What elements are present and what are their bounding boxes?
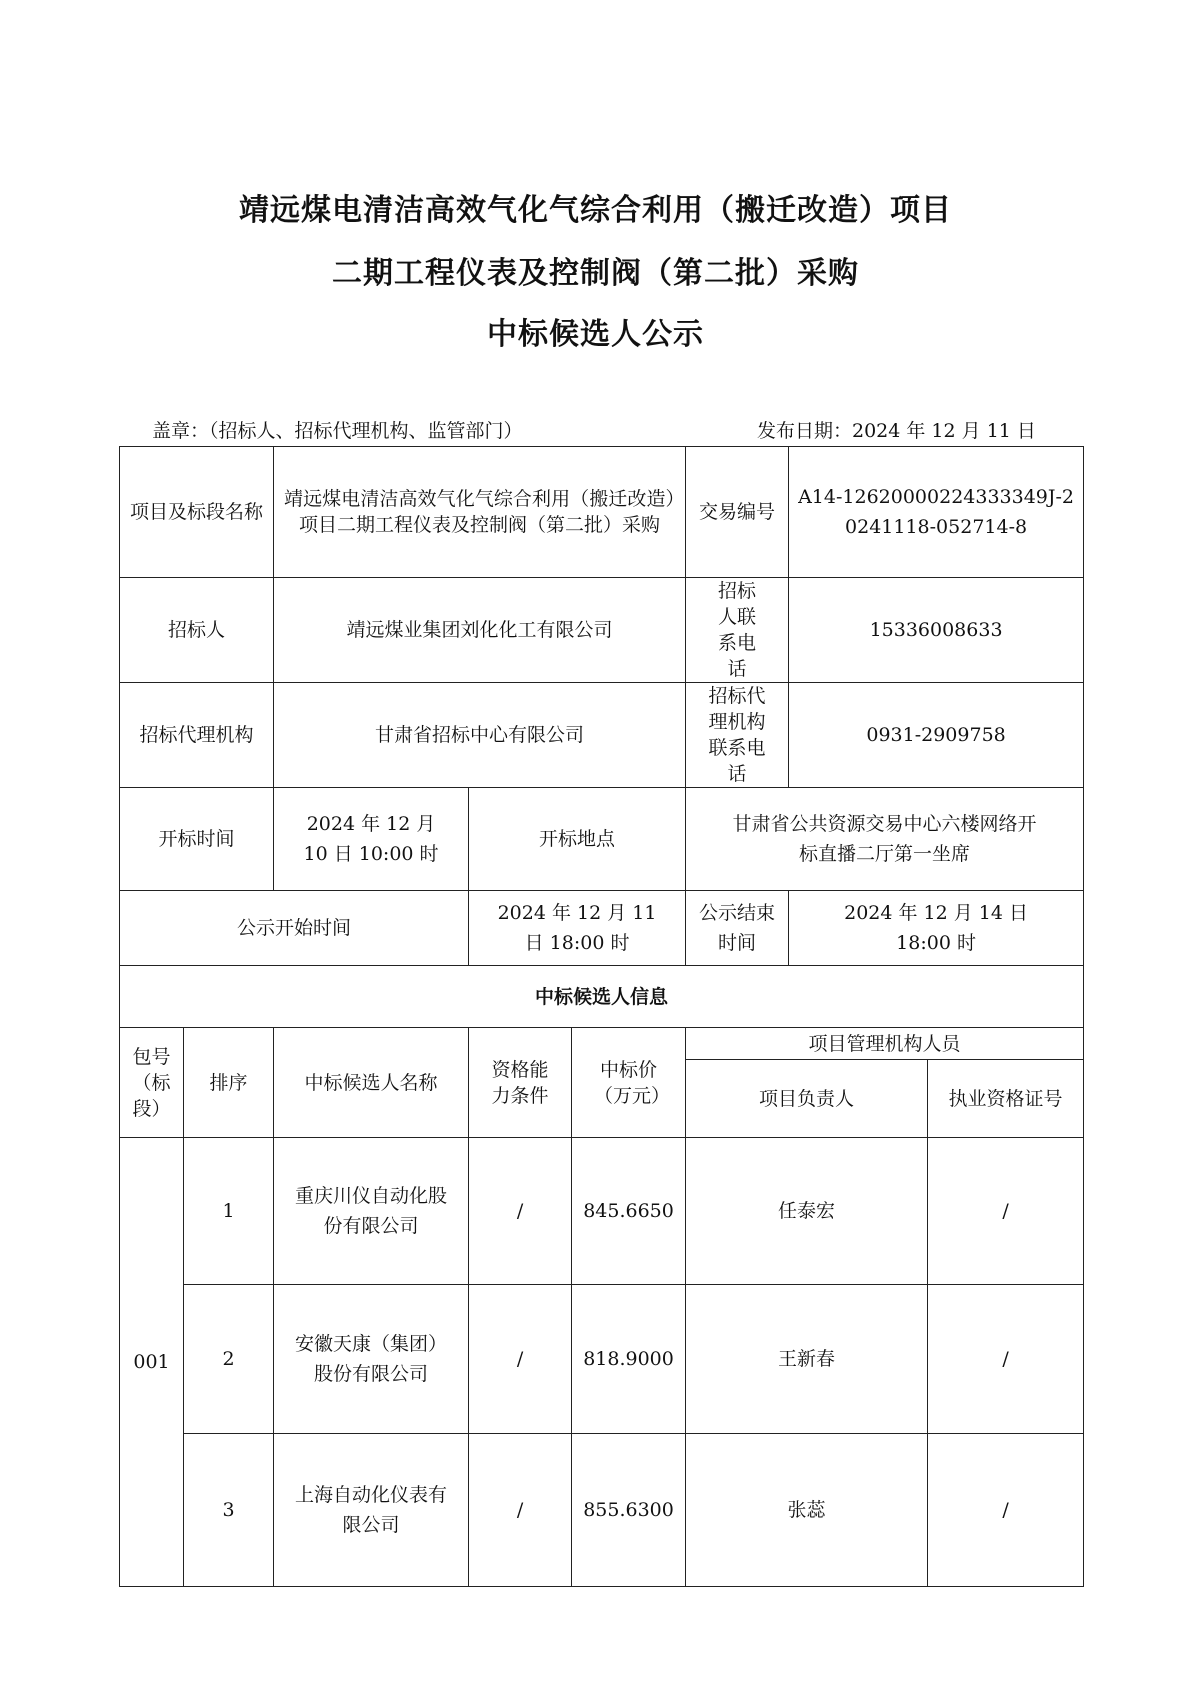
tenderer-row <box>120 578 1084 683</box>
candidates-section-row <box>120 966 1084 1028</box>
open-place-label: 开标地点 <box>469 788 686 891</box>
open-row <box>120 788 1084 891</box>
candidate-manager: 王新春 <box>686 1285 928 1434</box>
candidates-header-row-1 <box>120 1028 1084 1060</box>
trade-no-value: A14-12620000224333349J-20241118-052714-8 <box>789 447 1084 578</box>
doc-title-line-3: 中标候选人公示 <box>487 317 704 352</box>
trade-no-label: 交易编号 <box>686 447 789 578</box>
candidates-section-title: 中标候选人信息 <box>120 966 1084 1028</box>
notice-period-row <box>120 891 1084 966</box>
header-mgmt: 项目管理机构人员 <box>686 1028 1084 1060</box>
open-time-label: 开标时间 <box>120 788 274 891</box>
header-manager: 项目负责人 <box>686 1060 928 1138</box>
tenderer-phone-label: 招标人联系电话 <box>686 578 789 683</box>
notice-end-label: 公示结束时间 <box>686 891 789 966</box>
header-price: 中标价（万元） <box>572 1028 686 1138</box>
publish-date: 发布日期：2024 年 12 月 11 日 <box>757 420 1036 442</box>
package-no: 001 <box>120 1138 184 1587</box>
header-rank: 排序 <box>184 1028 274 1138</box>
doc-title-line-1: 靖远煤电清洁高效气化气综合利用（搬迁改造）项目 <box>239 193 952 228</box>
tenderer-value: 靖远煤业集团刘化化工有限公司 <box>274 578 686 683</box>
candidate-name: 安徽天康（集团）股份有限公司 <box>274 1285 469 1434</box>
seal-note: 盖章：（招标人、招标代理机构、监管部门） <box>152 420 523 442</box>
candidate-price: 818.9000 <box>572 1285 686 1434</box>
header-cert: 执业资格证号 <box>928 1060 1084 1138</box>
notice-end-value: 2024 年 12 月 14 日 18:00 时 <box>789 891 1084 966</box>
open-time-value: 2024 年 12 月 10 日 10:00 时 <box>274 788 469 891</box>
candidate-rank: 2 <box>184 1285 274 1434</box>
header-name: 中标候选人名称 <box>274 1028 469 1138</box>
candidate-row <box>120 1285 1084 1434</box>
tenderer-label: 招标人 <box>120 578 274 683</box>
candidate-cert: / <box>928 1138 1084 1285</box>
candidate-rank: 3 <box>184 1434 274 1587</box>
candidate-rank: 1 <box>184 1138 274 1285</box>
agency-row <box>120 683 1084 788</box>
project-row <box>120 447 1084 578</box>
candidate-name: 重庆川仪自动化股份有限公司 <box>274 1138 469 1285</box>
header-qualification: 资格能力条件 <box>469 1028 572 1138</box>
candidate-name: 上海自动化仪表有限公司 <box>274 1434 469 1587</box>
agency-value: 甘肃省招标中心有限公司 <box>274 683 686 788</box>
candidate-cert: / <box>928 1434 1084 1587</box>
candidate-qualification: / <box>469 1285 572 1434</box>
candidate-manager: 张蕊 <box>686 1434 928 1587</box>
open-place-value: 甘肃省公共资源交易中心六楼网络开标直播二厅第一坐席 <box>686 788 1084 891</box>
candidate-qualification: / <box>469 1434 572 1587</box>
candidate-row <box>120 1138 1084 1285</box>
notice-start-label: 公示开始时间 <box>120 891 469 966</box>
notice-table <box>119 446 1084 1587</box>
agency-phone-label: 招标代理机构联系电话 <box>686 683 789 788</box>
agency-phone-value: 0931-2909758 <box>789 683 1084 788</box>
project-value: 靖远煤电清洁高效气化气综合利用（搬迁改造）项目二期工程仪表及控制阀（第二批）采购 <box>274 447 686 578</box>
candidate-manager: 任泰宏 <box>686 1138 928 1285</box>
agency-label: 招标代理机构 <box>120 683 274 788</box>
doc-title-line-2: 二期工程仪表及控制阀（第二批）采购 <box>332 256 859 291</box>
candidate-row <box>120 1434 1084 1587</box>
candidate-cert: / <box>928 1285 1084 1434</box>
project-label: 项目及标段名称 <box>120 447 274 578</box>
tenderer-phone-value: 15336008633 <box>789 578 1084 683</box>
candidate-price: 855.6300 <box>572 1434 686 1587</box>
notice-start-value: 2024 年 12 月 11 日 18:00 时 <box>469 891 686 966</box>
candidate-price: 845.6650 <box>572 1138 686 1285</box>
candidate-qualification: / <box>469 1138 572 1285</box>
header-package: 包号（标段） <box>120 1028 184 1138</box>
